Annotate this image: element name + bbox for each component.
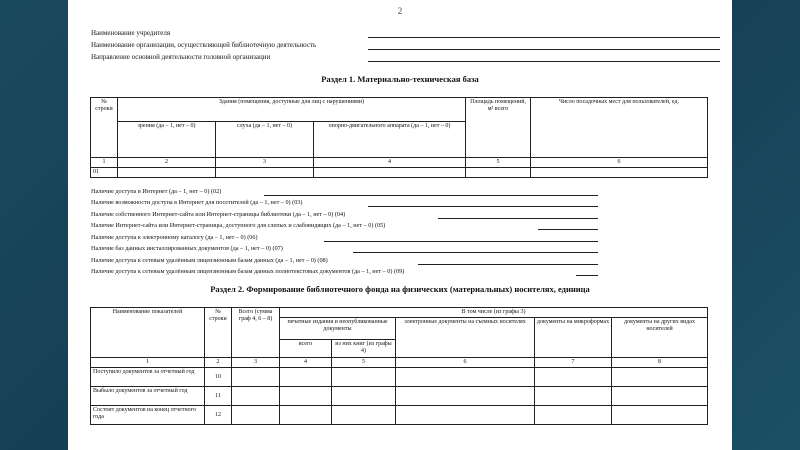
s2-cell[interactable] [232, 406, 280, 425]
s1-col-musculo: опорно-двигательного аппарата (да – 1, нет – 0) [314, 122, 466, 158]
question-03: Наличие возможности доступа в Интернет для посетителей (да – 1, нет – 0) (03) [91, 199, 303, 206]
form-sheet [68, 0, 732, 450]
s2-row-name: Состоит документов на конец отчетного года [91, 406, 205, 425]
s1-col-seats: Число посадочных мест для пользователей, ед. [531, 98, 708, 158]
question-04: Наличие собственного Интернет-сайта или Интернет-страницы библиотеки (да – 1, нет – 0) (04) [91, 211, 346, 218]
s1-num: 3 [216, 158, 314, 168]
s2-col-indicator: Наименование показателей [91, 308, 205, 358]
s1-cell[interactable] [216, 168, 314, 178]
s2-num: 3 [232, 358, 280, 368]
question-06: Наличие доступа к электронному каталогу (да – 1, нет – 0) (06) [91, 234, 258, 241]
s2-num: 1 [91, 358, 205, 368]
s2-row-no: 11 [205, 387, 232, 406]
s2-cell[interactable] [612, 406, 708, 425]
question-07: Наличие баз данных инсталлированных документов (да – 1, нет – 0) (07) [91, 245, 283, 252]
section1-title: Раздел 1. Материально-техническая база [321, 74, 479, 84]
s2-num: 4 [280, 358, 332, 368]
s2-cell[interactable] [612, 387, 708, 406]
s2-col-incl: В том числе (из графы 3) [280, 308, 708, 318]
s2-num: 2 [205, 358, 232, 368]
s1-cell[interactable] [314, 168, 466, 178]
answer-03[interactable] [368, 206, 598, 207]
s2-cell[interactable] [396, 406, 535, 425]
s2-cell[interactable] [280, 368, 332, 387]
s2-row-name: Выбыло документов за отчетный год [91, 387, 205, 406]
s2-row-no: 12 [205, 406, 232, 425]
answer-06[interactable] [324, 241, 598, 242]
s2-cell[interactable] [280, 387, 332, 406]
direction-label: Направление основной деятельности головной организации [91, 53, 271, 61]
s2-col-row-no: № строки [205, 308, 232, 358]
s2-col-printed-total: всего [280, 340, 332, 358]
answer-05[interactable] [538, 229, 598, 230]
s2-cell[interactable] [332, 368, 396, 387]
organization-label: Наименование организации, осуществляющей библиотечную деятельность [91, 41, 317, 49]
section1-table [90, 97, 708, 178]
s1-num: 1 [91, 158, 118, 168]
direction-field[interactable] [368, 61, 720, 62]
s2-num: 6 [396, 358, 535, 368]
question-08: Наличие доступа к сетевым удалённым лицензионным базам данных (да – 1, нет – 0) (08) [91, 257, 328, 264]
s1-col-area: Площадь помещений, м² всего [466, 98, 531, 158]
answer-04[interactable] [438, 218, 598, 219]
answer-09[interactable] [576, 275, 598, 276]
s1-col-vision: зрения (да – 1, нет – 0) [118, 122, 216, 158]
founder-label: Наименование учредителя [91, 29, 171, 37]
page-number: 2 [397, 6, 403, 16]
answer-07[interactable] [353, 252, 598, 253]
s2-col-total: Всего (сумма граф 4, 6 – 8) [232, 308, 280, 358]
organization-field[interactable] [368, 49, 720, 50]
s1-cell[interactable] [531, 168, 708, 178]
s2-cell[interactable] [332, 406, 396, 425]
s2-cell[interactable] [612, 368, 708, 387]
s2-cell[interactable] [535, 368, 612, 387]
s2-num: 5 [332, 358, 396, 368]
question-02: Наличие доступа в Интернет (да – 1, нет – 0) (02) [91, 188, 222, 195]
s2-col-other: документы на других видах носителей [612, 318, 708, 358]
s2-col-micro: документы на микроформах [535, 318, 612, 358]
s1-num: 6 [531, 158, 708, 168]
section2-table [90, 307, 708, 425]
answer-08[interactable] [418, 264, 598, 265]
s1-cell[interactable] [118, 168, 216, 178]
s1-num: 2 [118, 158, 216, 168]
s1-col-row-no: № строки [91, 98, 118, 158]
s1-cell[interactable] [466, 168, 531, 178]
s2-cell[interactable] [396, 387, 535, 406]
s1-col-buildings: Здания (помещения, доступные для лиц с нарушениями) [118, 98, 466, 122]
s2-cell[interactable] [396, 368, 535, 387]
s2-col-printed: печатные издания и неопубликованные документы [280, 318, 396, 340]
section2-title: Раздел 2. Формирование библиотечного фонда на физических (материальных) носителях, единица [210, 284, 590, 294]
answer-02[interactable] [264, 195, 598, 196]
s2-num: 7 [535, 358, 612, 368]
s1-data-row-no: 01 [91, 168, 118, 178]
s1-num: 4 [314, 158, 466, 168]
question-05: Наличие Интернет-сайта или Интернет-страницы, доступного для слепых и слабовидящих (да – 1, нет – 0) (05) [91, 222, 386, 229]
s1-col-hearing: слуха (да – 1, нет – 0) [216, 122, 314, 158]
s2-cell[interactable] [535, 406, 612, 425]
s2-cell[interactable] [232, 368, 280, 387]
s2-row-no: 10 [205, 368, 232, 387]
question-09: Наличие доступа к сетевым удалённым лицензионным базам данных полнотекстовых документов (да – 1, нет – 0) (09) [91, 268, 405, 275]
s2-col-printed-books: из них книг (из графы 4) [332, 340, 396, 358]
s2-num: 8 [612, 358, 708, 368]
founder-field[interactable] [368, 37, 720, 38]
s1-num: 5 [466, 158, 531, 168]
s2-row-name: Поступило документов за отчетный год [91, 368, 205, 387]
s2-col-electronic: электронные документы на съемных носителях [396, 318, 535, 358]
s2-cell[interactable] [280, 406, 332, 425]
s2-cell[interactable] [535, 387, 612, 406]
s2-cell[interactable] [232, 387, 280, 406]
s2-cell[interactable] [332, 387, 396, 406]
